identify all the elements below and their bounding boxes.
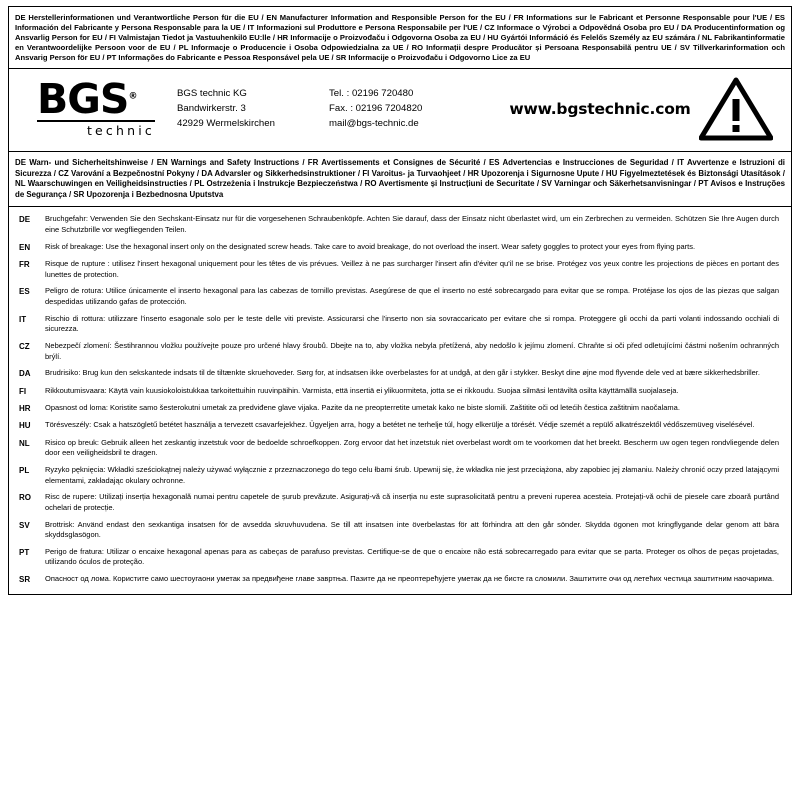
lang-code: SR (19, 575, 31, 585)
safety-titles: DE Warn- und Sicherheitshinweise / EN Warnings and Safety Instructions / FR Avertissements et Consignes de Sécurité / ES Advertencias e Instrucciones de Seguridad / IT Avvertenze e Istruzioni di Sicurezza / CZ Varování a Bezpečnostní Pokyny / DA Advarsler og Sikkerhedsinstruktioner / FI Varoitus- ja Turvaohjeet / HR Upozorenja i Sigurnosne Upute / HU Figyelmeztetések és Biztonsági Utasítások / NL Waarschuwingen en Veiligheidsinstructies / PL Ostrzeżenia i Instrukcje Bezpieczeństwa / RO Avertismente și Instrucțiuni de Securitate / SV Varningar och Säkerhetsanvisningar / PT Avisos e Instruções de Segurança / SR Upozorenja i Bezbednosna Uputstva (9, 152, 791, 207)
bgs-logo (19, 75, 169, 139)
lang-code: FR (19, 260, 30, 270)
lang-text: Opasnost od loma: Koristite samo šesterokutni umetak za predviđene glave vijaka. Pazite da ne preopterretite umetak kako ne biste slomili. Zaštitite oči od letećih čestica zaštitnim naočalama. (45, 402, 680, 412)
table-row (9, 400, 791, 417)
table-row (9, 365, 791, 382)
logo-bgs-text (37, 75, 138, 124)
lang-code: FI (19, 386, 27, 396)
company-address (169, 87, 329, 132)
lang-code: SV (19, 520, 30, 530)
email-line: mail@bgs-technic.de (329, 117, 419, 129)
website-text: www.bgstechnic.com (509, 100, 691, 119)
logo-bgs-word: BGS (37, 75, 129, 124)
lang-text: Perigo de fratura: Utilizar o encaixe hexagonal apenas para as cabeças de parafuso previstas. Certifique-se de que o encaixe não está sobrecarregado para evitar que se parta. Proteger os olhos de peças projetadas, utilizando óculos de proteção. (45, 546, 779, 567)
warning-triangle-icon (691, 77, 781, 141)
table-row (9, 462, 791, 489)
company-street: Bandwirkerstr. 3 (177, 102, 246, 114)
lang-text: Rikkoutumisvaara: Käytä vain kuusiokoloistukkaa tarkoitettuihin ruuvinpäihin. Varmista, että insertiä ei ylikuormiteta, jotta se ei rikkoudu. Suojaa silmäsi lentäviltä osilta käyttämällä suojalaseja. (45, 385, 679, 395)
table-row (9, 256, 791, 283)
lang-text: Опасност од лома. Користите само шестоугаони уметак за предвиђене главе завртња. Пазите да не преоптерећујете уметак да не бисте га сломили. Заштитите очи од летећих честица заштитним наочарима. (45, 574, 775, 584)
lang-code: IT (19, 314, 27, 324)
table-row (9, 489, 791, 516)
company-city: 42929 Wermelskirchen (177, 117, 275, 129)
lang-text: Peligro de rotura: Utilice únicamente el inserto hexagonal para las cabezas de tornillo previstas. Asegúrese de que el inserto no esté sobrecargado para evitar que se rompa. Protéjase los ojos de las piezas que salgan despedidas utilizando gafas de protección. (45, 286, 779, 307)
lang-code: HU (19, 421, 31, 431)
lang-text: Ryzyko pęknięcia: Wkładki sześciokątnej należy używać wyłącznie z przeznaczonego do tego celu łbami śrub. Upewnij się, że wkładka nie jest przeciążona, aby zapobiec jej złamaniu. Należy chronić oczy przed latającymi elementami, zakładając okulary ochronne. (45, 464, 779, 485)
lang-text: Risk of breakage: Use the hexagonal insert only on the designated screw heads. Take care to avoid breakage, do not overload the insert. Wear safety goggles to protect your eyes from flying parts. (45, 241, 696, 251)
table-row (9, 435, 791, 462)
lang-text: Törésveszély: Csak a hatszögletű betétet használja a tervezett csavarfejekhez. Ügyeljen arra, hogy a betétet ne terhelje túl, hogy elkerülje a törését. Védje szemét a repülő alkatrészektől védőszemüveg viselésével. (45, 420, 755, 430)
table-row (9, 283, 791, 310)
table-row (9, 571, 791, 588)
lang-text: Rischio di rottura: utilizzare l'inserto esagonale solo per le teste delle viti previste. Assicurarsi che l'inserto non sia sovraccaricato per evitare che si rompa. Proteggere gli occhi da parti volanti indossando occhiali di sicurezza. (45, 313, 779, 334)
lang-code: CZ (19, 341, 30, 351)
logo-subtitle: technic (86, 123, 155, 139)
table-row (9, 417, 791, 434)
safety-sheet (8, 6, 792, 595)
fax-label: Fax. : (329, 102, 353, 114)
company-contact (329, 87, 509, 132)
table-row (9, 311, 791, 338)
table-row (9, 239, 791, 256)
table-row (9, 211, 791, 238)
fax-line (329, 102, 509, 117)
lang-text: Bruchgefahr: Verwenden Sie den Sechskant-Einsatz nur für die vorgesehenen Schraubenköpfe. Achten Sie darauf, dass der Einsatz nicht überlastet wird, um ein Zerbrechen zu vermeiden. Schützen Sie Ihre Augen durch eine Schutzbrille vor wegfliegenden Teilen. (45, 214, 779, 235)
lang-text: Brudrisiko: Brug kun den sekskantede indsats til de tiltænkte skruehoveder. Sørg for, at indsatsen ikke overbelastes for at undgå, at den går i stykker. Beskyt dine øjne mod flyvende dele ved at bære sikkerhedsbriller. (45, 368, 760, 378)
lang-text: Brottrisk: Använd endast den sexkantiga insatsen för de avsedda skruvhuvudena. Se till att insatsen inte överbelastas för att förhindra att den går sönder. Skydda ögonen mot kringflygande delar genom att bära skyddsglasögon. (45, 519, 779, 540)
table-row (9, 383, 791, 400)
language-rows (9, 207, 791, 594)
registered-icon: ® (128, 91, 138, 102)
tel-value: 02196 720480 (351, 87, 414, 99)
lang-code: RO (19, 493, 31, 503)
lang-code: ES (19, 287, 30, 297)
table-row (9, 544, 791, 571)
lang-code: PT (19, 547, 30, 557)
fax-value: 02196 7204820 (355, 102, 423, 114)
lang-code: EN (19, 242, 31, 252)
tel-label: Tel. : (329, 87, 350, 99)
lang-code: NL (19, 438, 30, 448)
table-row (9, 338, 791, 365)
company-name: BGS technic KG (177, 87, 247, 99)
company-band (9, 69, 791, 152)
lang-code: DA (19, 369, 31, 379)
lang-text: Risque de rupture : utilisez l'insert hexagonal uniquement pour les têtes de vis prévues. Veillez à ne pas surcharger l'insert afin d'éviter qu'il ne se brise. Protégez vos yeux contre les projections de pièces en portant des lunettes de protection. (45, 259, 779, 279)
manufacturer-header: DE Herstellerinformationen und Verantwortliche Person für die EU / EN Manufacturer Information and Responsible Person for the EU / FR Informations sur le Fabricant et Personne Responsable pour l'UE / ES Información del Fabricante y Persona Responsable para la UE / IT Informazioni sul Produttore e Persona Responsabile per l'UE / CZ Informace o Výrobci a Odpovědná Osoba pro EU / DA Producentinformation og Ansvarlig Person for EU / FI Valmistajan Tiedot ja Vastuuhenkilö EU:lle / HR Informacije o Proizvođaču i Odgovorna Osoba za EU / HU Gyártói Információ és Felelős Személy az EU számára / NL Fabrikantinformatie en Verantwoordelijke Persoon voor de EU / PL Informacje o Producencie i Osoba Odpowiedzialna za UE / RO Informații despre Producător și Persoana Responsabilă pentru UE / SV Tillverkarinformation och Ansvarig Person för EU / PT Informações do Fabricante e Pessoa Responsável pela UE / SR Informacije o Proizvođaču i Odgovorno Lice za EU (9, 7, 791, 69)
lang-text: Nebezpečí zlomení: Šestihrannou vložku používejte pouze pro určené hlavy šroubů. Dbejte na to, aby vložka nebyla přetížená, aby nedošlo k jejímu zlomení. Chraňte si oči před odletujícími částmi nošením ochranných brýlí. (45, 340, 779, 361)
document-page (0, 6, 800, 806)
lang-code: DE (19, 215, 31, 225)
lang-text: Risico op breuk: Gebruik alleen het zeskantig inzetstuk voor de bedoelde schroefkoppen. Zorg ervoor dat het inzetstuk niet overbelast wordt om te voorkomen dat het breekt. Bescherm uw ogen tegen rondvliegende delen door een veiligheidsbril te dragen. (45, 437, 779, 458)
tel-line (329, 87, 509, 102)
table-row (9, 517, 791, 544)
lang-code: PL (19, 465, 30, 475)
lang-text: Risc de rupere: Utilizați inserția hexagonală numai pentru capetele de șurub prevăzute. Asigurați-vă că inserția nu este suprasolicitată pentru a preveni ruperea acesteia. Protejați-vă ochii de piesele care zboară purtând ochelari de protecție. (45, 492, 779, 512)
lang-code: HR (19, 403, 31, 413)
